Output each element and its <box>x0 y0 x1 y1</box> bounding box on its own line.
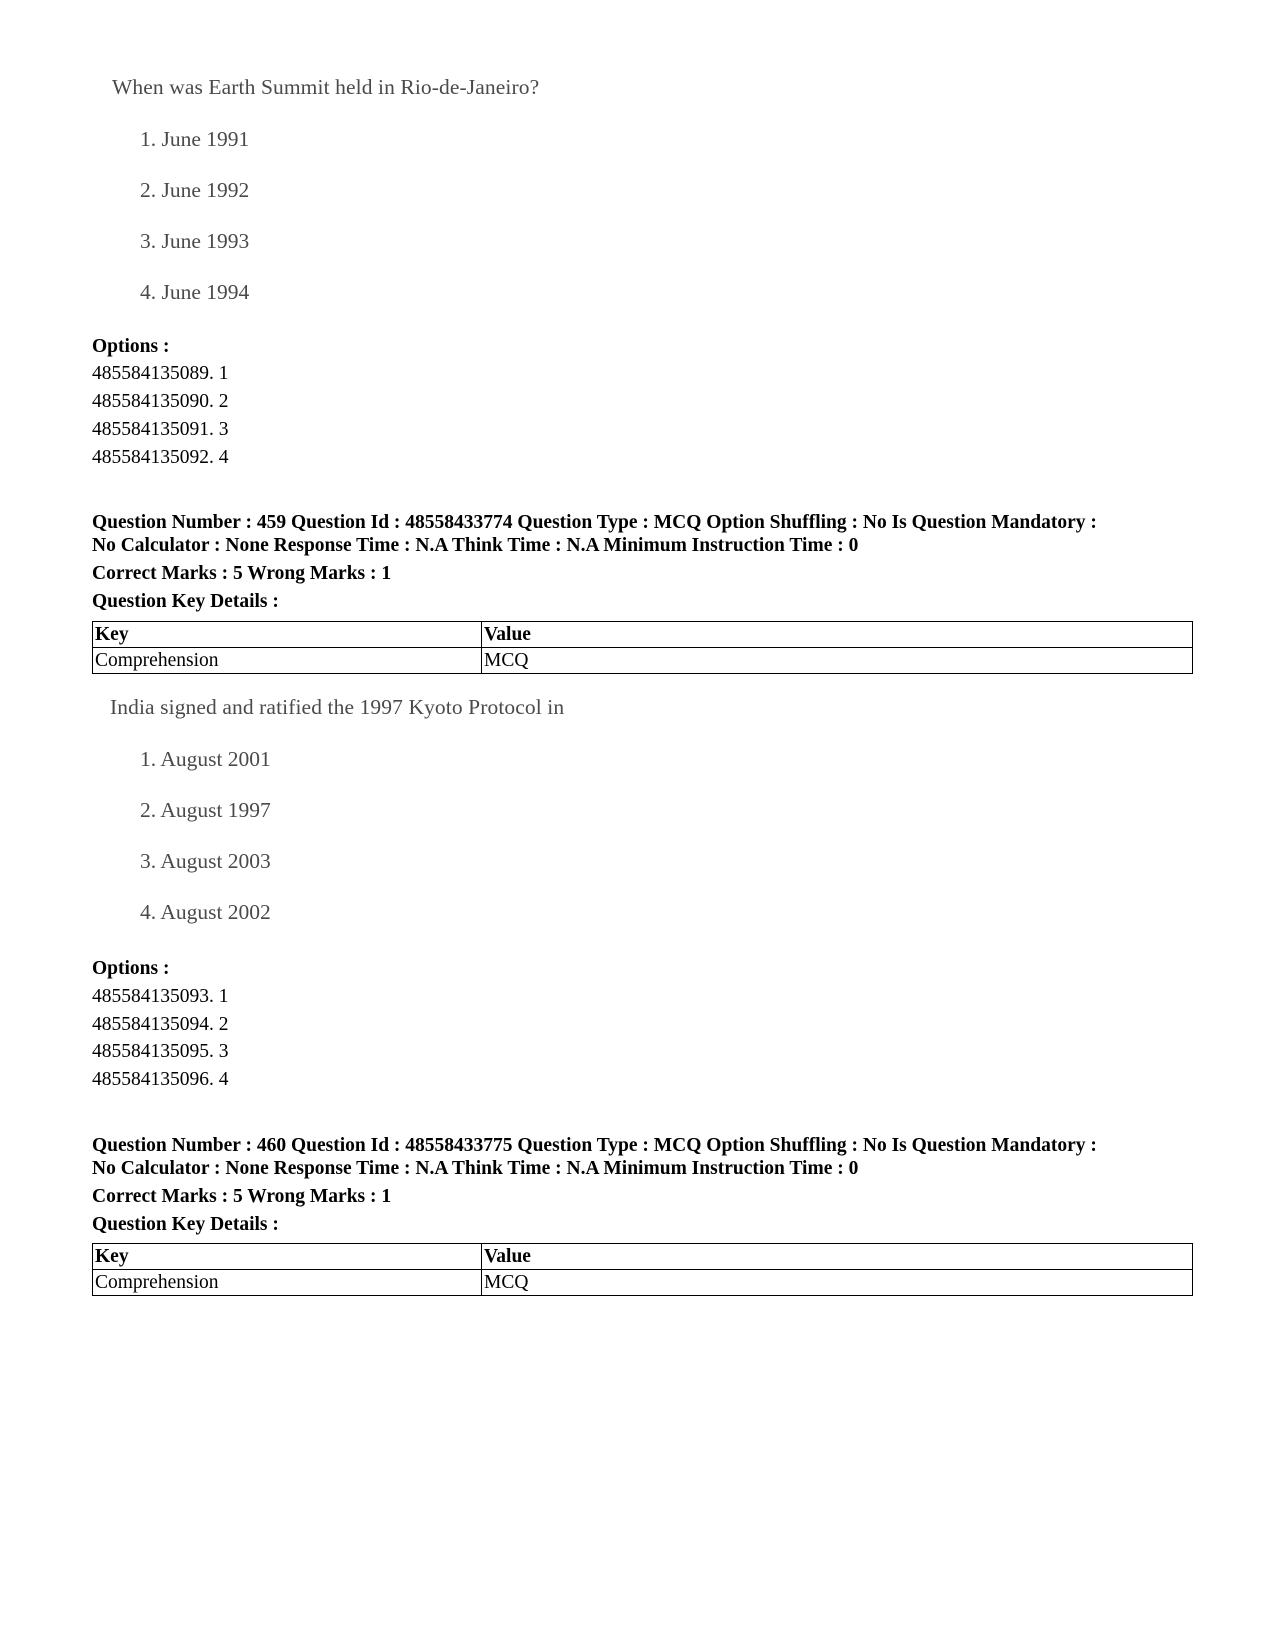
question-text-earth-summit: When was Earth Summit held in Rio-de-Janeiro? <box>112 75 540 99</box>
key-details-table <box>92 621 1193 674</box>
choice-1: 1. June 1991 <box>140 127 250 151</box>
table-row <box>93 1270 1193 1296</box>
key-details-label: Question Key Details : <box>92 1214 279 1235</box>
table-header-key: Key <box>93 1244 482 1270</box>
choice-4: 4. August 2002 <box>140 900 271 924</box>
option-id-3: 485584135095. 3 <box>92 1041 229 1062</box>
table-row <box>93 648 1193 674</box>
choice-3: 3. August 2003 <box>140 849 271 873</box>
choice-4: 4. June 1994 <box>140 280 250 304</box>
table-header-key: Key <box>93 622 482 648</box>
choice-3: 3. June 1993 <box>140 229 250 253</box>
option-id-1: 485584135089. 1 <box>92 363 229 384</box>
key-details-label: Question Key Details : <box>92 591 279 612</box>
options-label: Options : <box>92 958 170 979</box>
question-meta-line-1: Question Number : 459 Question Id : 48558433774 Question Type : MCQ Option Shuffling : No Is Question Mandatory : <box>92 512 1097 533</box>
choice-2: 2. June 1992 <box>140 178 250 202</box>
option-id-4: 485584135092. 4 <box>92 447 229 468</box>
key-details-table <box>92 1243 1193 1296</box>
question-text-kyoto: India signed and ratified the 1997 Kyoto Protocol in <box>110 695 565 719</box>
option-id-2: 485584135094. 2 <box>92 1014 229 1035</box>
table-cell-value: MCQ <box>482 648 1193 674</box>
question-meta-line-1: Question Number : 460 Question Id : 48558433775 Question Type : MCQ Option Shuffling : No Is Question Mandatory : <box>92 1135 1097 1156</box>
table-cell-key: Comprehension <box>93 648 482 674</box>
marks-line: Correct Marks : 5 Wrong Marks : 1 <box>92 1186 392 1207</box>
option-id-2: 485584135090. 2 <box>92 391 229 412</box>
table-header-row <box>93 1244 1193 1270</box>
marks-line: Correct Marks : 5 Wrong Marks : 1 <box>92 563 392 584</box>
option-id-1: 485584135093. 1 <box>92 986 229 1007</box>
table-header-row <box>93 622 1193 648</box>
question-meta-line-2: No Calculator : None Response Time : N.A Think Time : N.A Minimum Instruction Time : 0 <box>92 535 859 556</box>
table-cell-key: Comprehension <box>93 1270 482 1296</box>
table-header-value: Value <box>482 1244 1193 1270</box>
option-id-4: 485584135096. 4 <box>92 1069 229 1090</box>
table-header-value: Value <box>482 622 1193 648</box>
options-label: Options : <box>92 336 170 357</box>
table-cell-value: MCQ <box>482 1270 1193 1296</box>
option-id-3: 485584135091. 3 <box>92 419 229 440</box>
question-meta-line-2: No Calculator : None Response Time : N.A Think Time : N.A Minimum Instruction Time : 0 <box>92 1158 859 1179</box>
choice-2: 2. August 1997 <box>140 798 271 822</box>
choice-1: 1. August 2001 <box>140 747 271 771</box>
